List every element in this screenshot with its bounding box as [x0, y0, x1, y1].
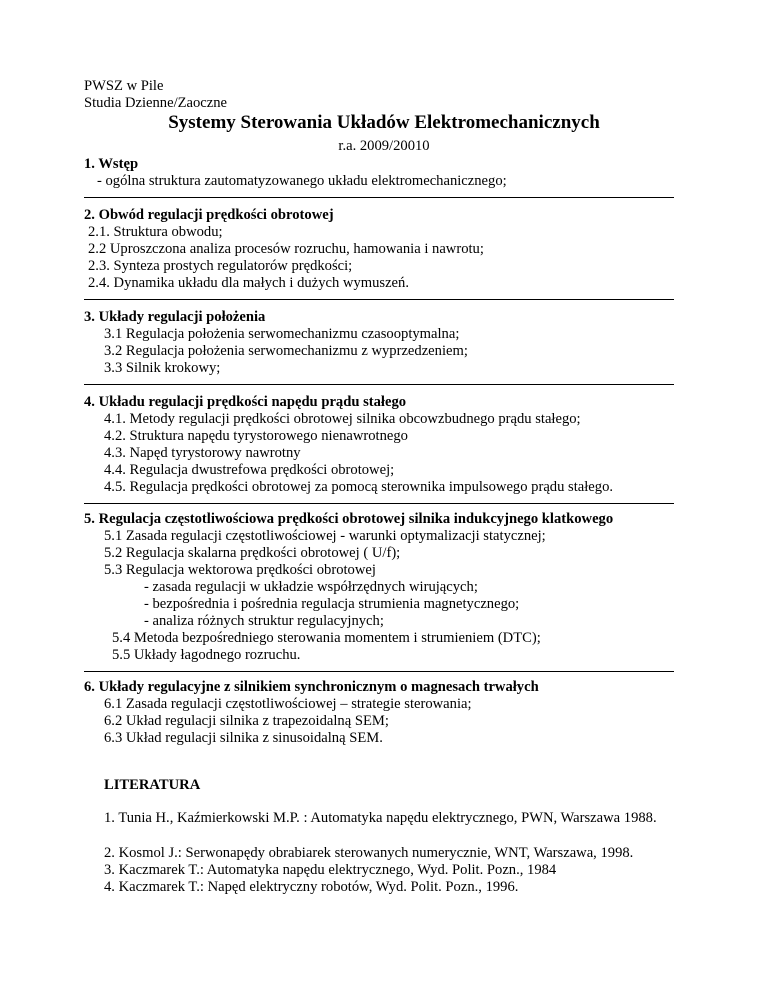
section-heading: 3. Układy regulacji położenia [84, 309, 266, 325]
section-divider [84, 384, 674, 385]
document-title: Systemy Sterowania Układów Elektromechanicznych [168, 112, 600, 133]
section-divider [84, 503, 674, 504]
section-item: 4.1. Metody regulacji prędkości obrotowej silnika obcowzbudnego prądu stałego; [104, 411, 581, 427]
literature-heading: LITERATURA [104, 777, 201, 793]
section-item: 2.2 Uproszczona analiza procesów rozruchu, hamowania i nawrotu; [88, 241, 484, 257]
institution-name: PWSZ w Pile [84, 78, 164, 94]
section-heading: 2. Obwód regulacji prędkości obrotowej [84, 207, 334, 223]
section-subitem: - analiza różnych struktur regulacyjnych; [144, 613, 384, 629]
section-item: 6.3 Układ regulacji silnika z sinusoidalną SEM. [104, 730, 383, 746]
section-heading: 6. Układy regulacyjne z silnikiem synchronicznym o magnesach trwałych [84, 679, 539, 695]
academic-year: r.a. 2009/20010 [338, 138, 430, 154]
section-item: 6.1 Zasada regulacji częstotliwościowej – strategie sterowania; [104, 696, 472, 712]
section-item: 4.3. Napęd tyrystorowy nawrotny [104, 445, 301, 461]
section-divider [84, 299, 674, 300]
section-divider [84, 671, 674, 672]
section-item: 3.2 Regulacja położenia serwomechanizmu z wyprzedzeniem; [104, 343, 468, 359]
section-item: 4.5. Regulacja prędkości obrotowej za pomocą sterownika impulsowego prądu stałego. [104, 479, 614, 495]
section-heading: 1. Wstęp [84, 156, 139, 172]
section-item: 5.3 Regulacja wektorowa prędkości obrotowej [104, 562, 376, 578]
study-mode: Studia Dzienne/Zaoczne [84, 95, 228, 111]
section-item: 5.2 Regulacja skalarna prędkości obrotowej ( U/f); [104, 545, 401, 561]
section-item: 5.1 Zasada regulacji częstotliwościowej - warunki optymalizacji statycznej; [104, 528, 546, 544]
section-item: 5.4 Metoda bezpośredniego sterowania momentem i strumieniem (DTC); [112, 630, 541, 646]
section-divider [84, 197, 674, 198]
section-item: 4.4. Regulacja dwustrefowa prędkości obrotowej; [104, 462, 395, 478]
literature-item: 1. Tunia H., Kaźmierkowski M.P. : Automatyka napędu elektrycznego, PWN, Warszawa 1988. [104, 810, 657, 826]
literature-item: 4. Kaczmarek T.: Napęd elektryczny robotów, Wyd. Polit. Pozn., 1996. [104, 879, 519, 895]
literature-item: 2. Kosmol J.: Serwonapędy obrabiarek sterowanych numerycznie, WNT, Warszawa, 1998. [104, 845, 634, 861]
section-subitem: - bezpośrednia i pośrednia regulacja strumienia magnetycznego; [144, 596, 520, 612]
section-subitem: - zasada regulacji w układzie współrzędnych wirujących; [144, 579, 478, 595]
literature-item: 3. Kaczmarek T.: Automatyka napędu elektrycznego, Wyd. Polit. Pozn., 1984 [104, 862, 557, 878]
section-item: 3.3 Silnik krokowy; [104, 360, 221, 376]
section-item: 4.2. Struktura napędu tyrystorowego nienawrotnego [104, 428, 408, 444]
section-heading: 5. Regulacja częstotliwościowa prędkości obrotowej silnika indukcyjnego klatkowego [84, 511, 614, 527]
section-item: 2.1. Struktura obwodu; [88, 224, 223, 240]
section-item: 6.2 Układ regulacji silnika z trapezoidalną SEM; [104, 713, 389, 729]
section-item: 5.5 Układy łagodnego rozruchu. [112, 647, 301, 663]
section-item: 3.1 Regulacja położenia serwomechanizmu czasooptymalna; [104, 326, 460, 342]
section-item: - ogólna struktura zautomatyzowanego układu elektromechanicznego; [97, 173, 507, 189]
section-item: 2.4. Dynamika układu dla małych i dużych wymuszeń. [88, 275, 409, 291]
section-heading: 4. Układu regulacji prędkości napędu prądu stałego [84, 394, 407, 410]
section-item: 2.3. Synteza prostych regulatorów prędkości; [88, 258, 353, 274]
